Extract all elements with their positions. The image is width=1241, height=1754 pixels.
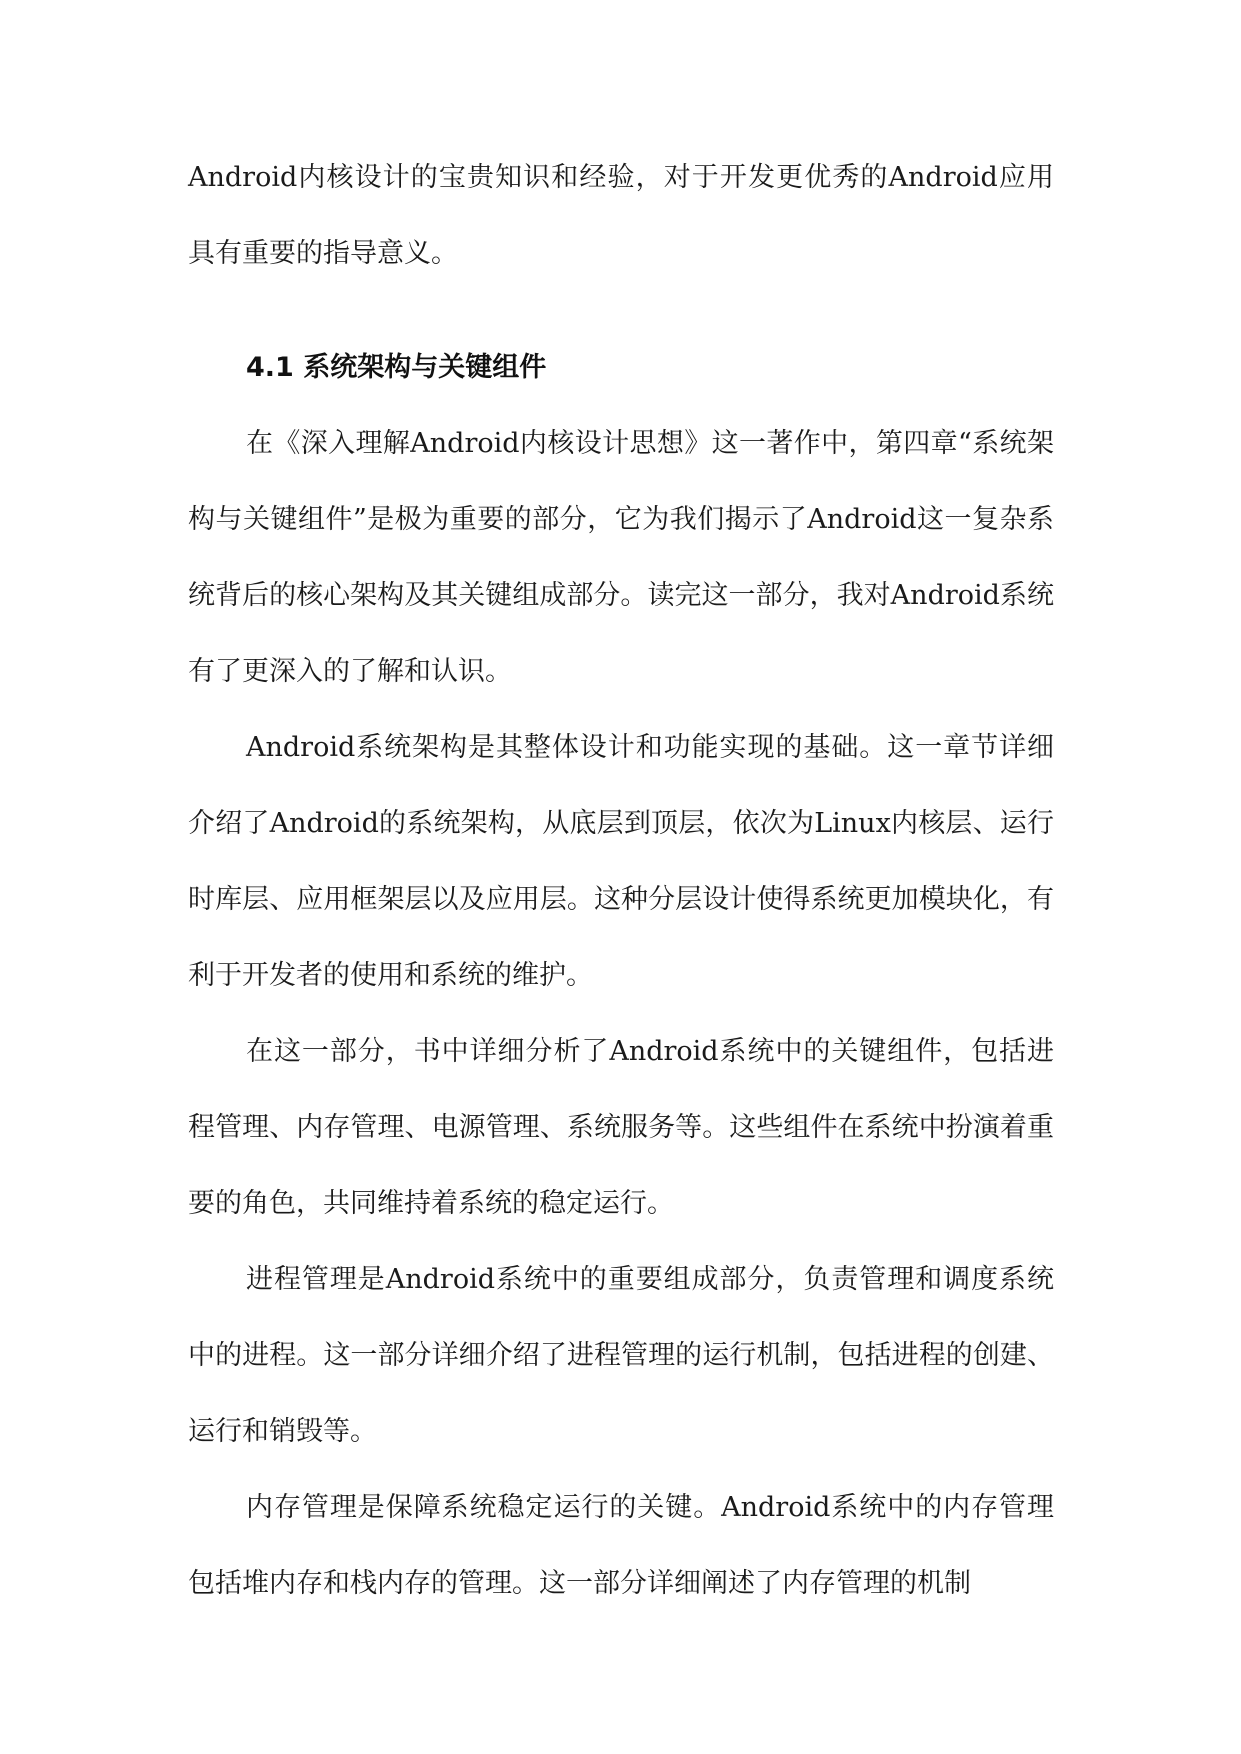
paragraph-memory-management: 内存管理是保障系统稳定运行的关键。Android系统中的内存管理包括堆内存和栈内存的管理。这一部分详细阐述了内存管理的机制 <box>188 1492 1054 1599</box>
section-heading: 4.1 系统架构与关键组件 <box>246 352 547 383</box>
opening-paragraph: Android内核设计的宝贵知识和经验，对于开发更优秀的Android应用具有重要的指导意义。 <box>188 162 1054 269</box>
paragraph-architecture: Android系统架构是其整体设计和功能实现的基础。这一章节详细介绍了Android的系统架构，从底层到顶层，依次为Linux内核层、运行时库层、应用框架层以及应用层。这种分层设计使得系统更加模块化，有利于开发者的使用和系统的维护。 <box>188 732 1054 991</box>
paragraph-process-management: 进程管理是Android系统中的重要组成部分，负责管理和调度系统中的进程。这一部分详细介绍了进程管理的运行机制，包括进程的创建、运行和销毁等。 <box>188 1264 1054 1447</box>
paragraph-key-components: 在这一部分，书中详细分析了Android系统中的关键组件，包括进程管理、内存管理、电源管理、系统服务等。这些组件在系统中扮演着重要的角色，共同维持着系统的稳定运行。 <box>188 1036 1054 1219</box>
document-body <box>188 140 1054 1622</box>
paragraph-intro: 在《深入理解Android内核设计思想》这一著作中，第四章“系统架构与关键组件”是极为重要的部分，它为我们揭示了Android这一复杂系统背后的核心架构及其关键组成部分。读完这一部分，我对Android系统有了更深入的了解和认识。 <box>188 428 1054 687</box>
